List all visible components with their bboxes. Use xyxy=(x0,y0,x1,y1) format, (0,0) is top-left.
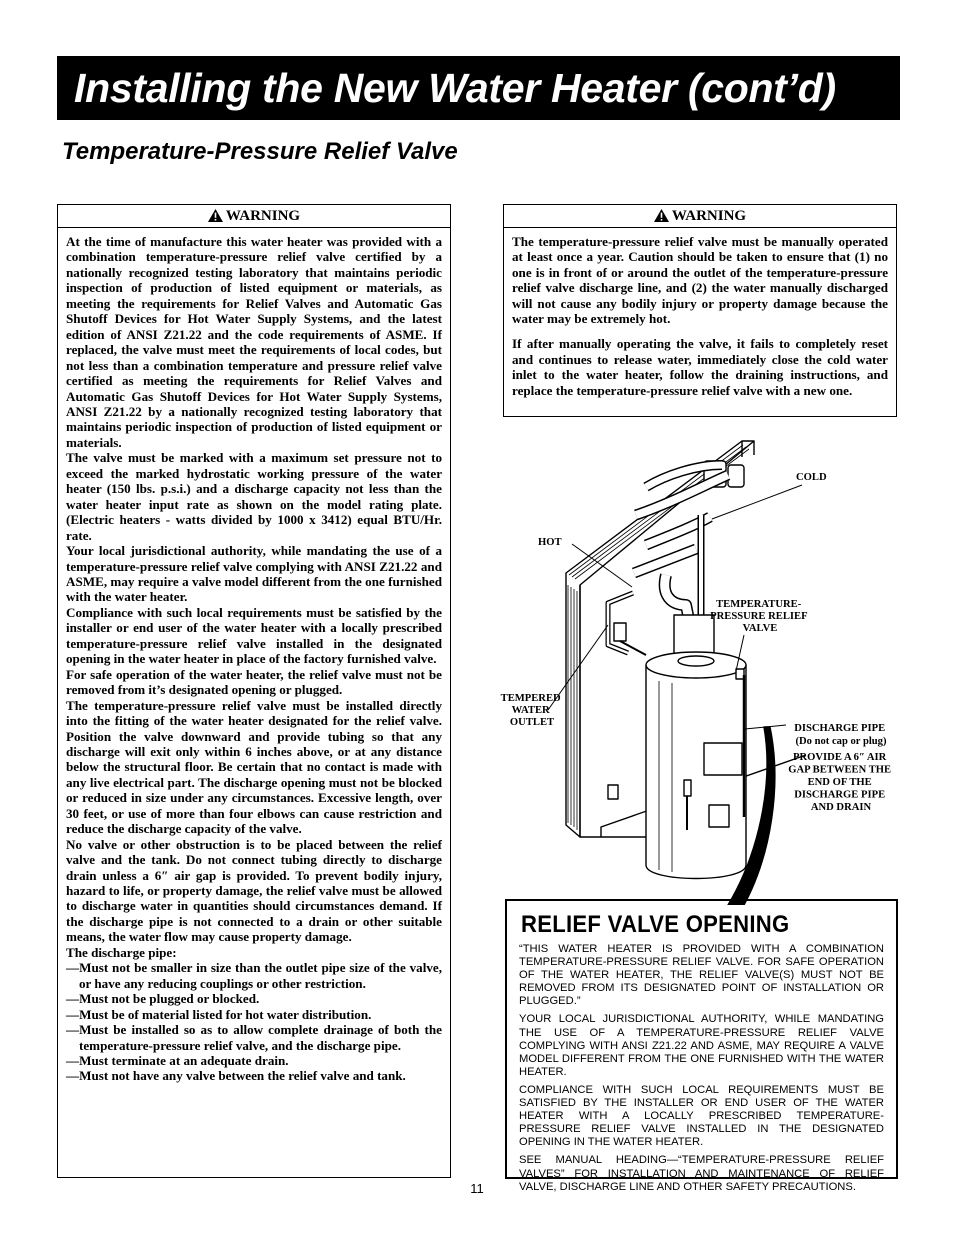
discharge-pipe-list xyxy=(66,960,442,1084)
left-warning-paragraph: Compliance with such local requirements must be satisfied by the installer or end user of the water heater with a locally prescribed temperature-pressure relief valve installed in the designated opening in the water heater in place of the factory furnished valve. xyxy=(66,604,442,667)
right-warning-box xyxy=(503,204,897,417)
left-warning-body xyxy=(58,228,450,1084)
right-warning-heading: WARNING xyxy=(671,208,747,224)
left-warning-paragraph: The valve must be marked with a maximum set pressure not to exceed the marked hydrostatic working pressure of the water heater (150 lbs. p.s.i.) and a discharge capacity not less than the water heater input rate as shown on the model rating plate. (Electric heaters - watts divided by 1000 x 3412) equal BTU/Hr. rate. xyxy=(66,450,442,543)
tp-valve-line: VALVE xyxy=(742,623,778,634)
cold-label: COLD xyxy=(796,472,827,483)
list-item: —Must be installed so as to allow complete drainage of both the temperature-pressure relief valve, and the discharge pipe. xyxy=(66,1022,442,1053)
list-item: —Must be of material listed for hot water distribution. xyxy=(66,1006,372,1022)
section-title: Temperature-Pressure Relief Valve xyxy=(62,138,458,165)
tempered-line: WATER xyxy=(511,705,550,716)
right-warning-header xyxy=(504,205,896,228)
air-gap-line: DISCHARGE PIPE xyxy=(794,789,886,801)
water-heater-tank xyxy=(608,652,746,879)
left-warning-heading: WARNING xyxy=(225,208,301,224)
left-warning-paragraph: For safe operation of the water heater, the relief valve must not be removed from it’s designated opening or plugged. xyxy=(66,666,442,698)
list-item: —Must not have any valve between the relief valve and tank. xyxy=(66,1068,406,1084)
page-number: 11 xyxy=(470,1181,484,1196)
water-heater-diagram xyxy=(496,425,906,905)
list-item: —Must not be smaller in size than the outlet pipe size of the valve, or have any reducing couplings or other restriction. xyxy=(66,960,442,991)
relief-paragraph: SEE MANUAL HEADING—“TEMPERATURE-PRESSURE RELIEF VALVES” FOR INSTALLATION AND MAINTENANCE OF RELIEF VALVE, DISCHARGE LINE AND OTHER SAFETY PRECAUTIONS. xyxy=(519,1154,884,1193)
title-banner xyxy=(57,56,900,120)
right-warning-body xyxy=(504,228,896,398)
tempered-outlet-label xyxy=(501,693,564,728)
tp-valve-label xyxy=(710,599,810,634)
air-gap-line: PROVIDE A 6″ AIR xyxy=(793,752,887,763)
left-warning-paragraph: No valve or other obstruction is to be placed between the relief valve and the tank. Do not connect tubing directly to discharge drain unless a 6″ air gap is provided. To prevent bodily injury, hazard to life, or property damage, the relief valve must be allowed to discharge water in quantities should circumstances demand. If the discharge pipe is not connected to a drain or other suitable means, the water flow may cause property damage. xyxy=(66,836,442,945)
list-item: —Must not be plugged or blocked. xyxy=(66,991,260,1007)
warning-icon xyxy=(208,209,223,222)
right-warning-paragraph: If after manually operating the valve, it fails to completely reset and continues to release water, immediately close the cold water inlet to the water heater, follow the draining instructions, and replace the temperature-pressure relief valve with a new one. xyxy=(512,336,888,398)
tp-valve-line: PRESSURE RELIEF xyxy=(710,611,808,622)
tempered-line: TEMPERED xyxy=(500,693,561,704)
relief-paragraph: YOUR LOCAL JURISDICTIONAL AUTHORITY, WHILE MANDATING THE USE OF A TEMPERATURE-PRESSURE RELIEF VALVE COMPLYING WITH ANSI Z21.22 AND ASME, MAY REQUIRE A VALVE MODEL DIFFERENT FROM THE ONE FURNISHED WITH THE WATER HEATER. xyxy=(519,1013,884,1078)
page-title: Installing the New Water Heater (cont’d) xyxy=(74,65,836,111)
left-warning-paragraph: The discharge pipe: xyxy=(66,944,177,960)
tempered-line: OUTLET xyxy=(509,717,555,728)
discharge-line: (Do not cap or plug) xyxy=(795,736,887,747)
warning-icon xyxy=(654,209,669,222)
left-warning-paragraph: The temperature-pressure relief valve must be installed directly into the fitting of the water heater designated for the relief valve. Position the valve downward and provide tubing so that any discharge will exit only within 6 inches above, or at any distance below the structural floor. Be certain that no contact is made with any live electrical part. The discharge opening must not be blocked or reduced in size under any circumstances. Excessive length, over 30 feet, or use of more than four elbows can cause restriction and reduce the discharge capacity of the valve. xyxy=(66,697,442,837)
relief-valve-title: RELIEF VALVE OPENING xyxy=(521,911,790,938)
left-warning-box xyxy=(57,204,451,1178)
left-warning-header xyxy=(58,205,450,228)
air-gap-line: GAP BETWEEN THE xyxy=(788,764,892,776)
relief-valve-body xyxy=(507,943,896,1194)
air-gap-label xyxy=(788,752,894,813)
left-warning-paragraph: Your local jurisdictional authority, while mandating the use of a temperature-pressure relief valve complying with ANSI Z21.22 and ASME, may require a valve model different from the one furnished with the water heater. xyxy=(66,543,442,605)
right-warning-paragraph: The temperature-pressure relief valve must be manually operated at least once a year. Caution should be taken to ensure that (1) no one is in front of or around the outlet of the temperature-pressure relief valve discharge line, and (2) the water manually discharged will not cause any bodily injury or property damage because the water may be extremely hot. xyxy=(512,234,888,327)
relief-valve-opening-box xyxy=(505,899,898,1193)
air-gap-line: END OF THE xyxy=(807,777,872,788)
discharge-line: DISCHARGE PIPE xyxy=(794,723,886,734)
relief-paragraph: “THIS WATER HEATER IS PROVIDED WITH A COMBINATION TEMPERATURE-PRESSURE RELIEF VALVE. FOR SAFE OPERATION OF THE WATER HEATER, THE RELIEF VALVE(S) MUST NOT BE REMOVED FROM ITS DESIGNATED POINT OF INSTALLATION OR PLUGGED.” xyxy=(519,943,884,1008)
hot-label: HOT xyxy=(538,537,562,548)
relief-paragraph: COMPLIANCE WITH SUCH LOCAL REQUIREMENTS MUST BE SATISFIED BY THE INSTALLER OR END USER OF THE WATER HEATER WITH A LOCALLY PRESCRIBED TEMPERATURE-PRESSURE RELIEF VALVE INSTALLED IN THE DESIGNATED OPENING IN THE WATER HEATER. xyxy=(519,1083,884,1149)
discharge-pipe-label xyxy=(794,723,888,747)
tp-valve-line: TEMPERATURE- xyxy=(716,599,802,610)
air-gap-line: AND DRAIN xyxy=(810,802,872,813)
left-warning-paragraph: At the time of manufacture this water heater was provided with a combination temperature-pressure relief valve certified by a nationally recognized testing laboratory that maintains periodic inspection of production of listed equipment or materials, as meeting the requirements for Relief Valves and Automatic Gas Shutoff Devices for Hot Water Supply Systems, and the latest edition of ANSI Z21.22 and the code requirements of ASME. If replaced, the valve must meet the requirements of local codes, but not less than a combination temperature and pressure relief valve certified as meeting the requirements for Relief Valves and Automatic Gas Shutoff Devices for Hot Water Supply Systems, ANSI Z21.22 by a nationally recognized testing laboratory that maintains periodic inspection of production of listed equipment or materials. xyxy=(66,234,442,450)
list-item: —Must terminate at an adequate drain. xyxy=(66,1053,289,1069)
